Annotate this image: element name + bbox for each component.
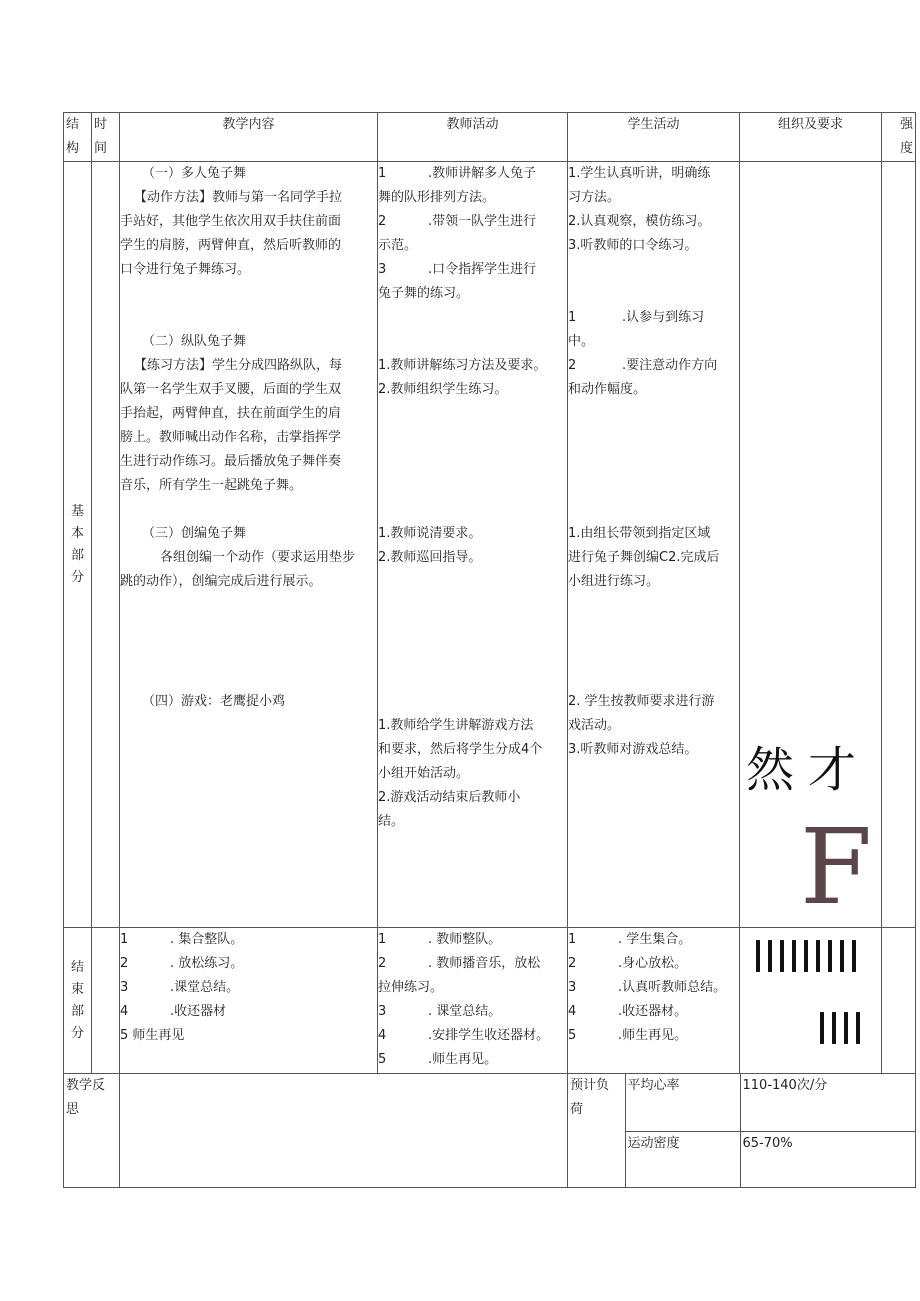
formation-line	[804, 940, 808, 972]
basic-organization-cell	[740, 162, 882, 928]
content-section-4	[120, 690, 377, 714]
header-time: 时 间	[92, 113, 120, 162]
teacher-block-2: 1.教师讲解练习方法及要求。 2.教师组织学生练习。	[378, 358, 547, 397]
header-row	[64, 113, 916, 162]
basic-teacher-cell	[378, 162, 568, 928]
density-value: 65-70%	[740, 1131, 915, 1187]
formation-line	[840, 940, 844, 972]
content-section-1: （一）多人兔子舞 【动作方法】教师与第一名同学手拉 手站好，其他学生依次用双手扶住前面 学生的肩膀，两臂伸直，然后听教师的 口令进行兔子舞练习。	[120, 162, 377, 282]
content-section-3: （三）创编兔子舞 各组创编一个动作（要求运用垫步 跳的动作），创编完成后进行展示。	[120, 522, 377, 594]
ending-content-cell: 1 . 集合整队。 2 . 放松练习。 3 .课堂总结。 4 .收还器材 5 师生再见	[120, 928, 378, 1074]
ending-organization-cell	[740, 928, 882, 1074]
section-title: （四）游戏：老鹰捉小鸡	[142, 694, 286, 709]
header-organization: 组织及要求	[740, 113, 882, 162]
ending-part-label: 结 束 部 分	[64, 928, 92, 1074]
basic-student-cell	[568, 162, 740, 928]
teacher-block-4: 1.教师给学生讲解游戏方法 和要求，然后将学生分成4个 小组开始活动。 2.游戏活动结束后教师小 结。	[378, 718, 543, 829]
formation-glyph-1: 然	[746, 742, 795, 798]
ending-teacher-cell: 1 . 教师整队。 2 . 教师播音乐，放松 拉伸练习。 3 . 课堂总结。 4 .安排学生收还器材。 5 .师生再见。	[378, 928, 568, 1074]
teacher-block-3: 1.教师说清要求。 2.教师巡回指导。	[378, 526, 482, 565]
header-student: 学生活动	[568, 113, 740, 162]
formation-line	[856, 1012, 860, 1044]
ending-student-cell: 1 . 学生集合。 2 .身心放松。 3 .认真听教师总结。 4 .收还器材。 5 .师生再见。	[568, 928, 740, 1074]
load-label: 预计负 荷	[568, 1074, 625, 1187]
ending-part-row	[64, 928, 916, 1074]
formation-line	[852, 940, 856, 972]
formation-line	[816, 940, 820, 972]
section-title: （三）创编兔子舞	[142, 526, 247, 541]
basic-content-cell	[120, 162, 378, 928]
formation-line	[756, 940, 760, 972]
avg-heart-rate-label: 平均心率	[625, 1074, 740, 1131]
header-intensity: 强 度	[882, 113, 916, 162]
formation-line	[768, 940, 772, 972]
density-label: 运动密度	[625, 1131, 740, 1187]
formation-line	[792, 940, 796, 972]
formation-lines-top	[756, 940, 856, 972]
lesson-plan-table	[63, 112, 916, 1188]
basic-intensity-cell	[882, 162, 916, 928]
ending-intensity-cell	[882, 928, 916, 1074]
reflection-content	[120, 1074, 568, 1188]
reflection-label: 教学反 思	[64, 1074, 120, 1188]
load-table	[568, 1074, 915, 1187]
ending-part-time	[92, 928, 120, 1074]
student-block-1: 1.学生认真听讲，明确练 习方法。 2.认真观察，模仿练习。 3.听教师的口令练习。	[568, 166, 711, 253]
formation-line	[780, 940, 784, 972]
student-block-4: 2. 学生按教师要求进行游 戏活动。 3.听教师对游戏总结。	[568, 694, 715, 757]
formation-glyph-2: 才	[808, 742, 857, 798]
student-block-2: 1 .认参与到练习 中。 2 .要注意动作方向 和动作幅度。	[568, 310, 718, 397]
teacher-block-1: 1 .教师讲解多人兔子 舞的队形排列方法。 2 .带领一队学生进行 示范。 3 .口令指挥学生进行 兔子舞的练习。	[378, 166, 537, 301]
content-section-2: （二）纵队兔子舞 【练习方法】学生分成四路纵队，每 队第一名学生双手叉腰，后面的学生双 手抬起，两臂伸直，扶在前面学生的肩 膀上。教师喊出动作名称，击掌指挥学 生进行动作练习。最后播放兔子舞伴奏 音乐，所有学生一起跳兔子舞。	[120, 330, 377, 498]
header-content: 教学内容	[120, 113, 378, 162]
student-block-3: 1.由组长带领到指定区域 进行兔子舞创编C2.完成后 小组进行练习。	[568, 526, 720, 589]
formation-line	[820, 1012, 824, 1044]
formation-glyph-3: F	[800, 806, 873, 928]
basic-part-time	[92, 162, 120, 928]
load-section	[568, 1074, 916, 1188]
header-teacher: 教师活动	[378, 113, 568, 162]
avg-heart-rate-value: 110-140次/分	[740, 1074, 915, 1131]
section-title: （一）多人兔子舞	[142, 166, 247, 181]
reflection-row	[64, 1074, 916, 1188]
header-structure: 结 构	[64, 113, 92, 162]
formation-line	[828, 940, 832, 972]
section-title: （二）纵队兔子舞	[142, 334, 247, 349]
formation-line	[844, 1012, 848, 1044]
formation-lines-bottom	[820, 1012, 860, 1044]
basic-part-label: 基 本 部 分	[64, 162, 92, 928]
formation-line	[832, 1012, 836, 1044]
basic-part-row	[64, 162, 916, 928]
